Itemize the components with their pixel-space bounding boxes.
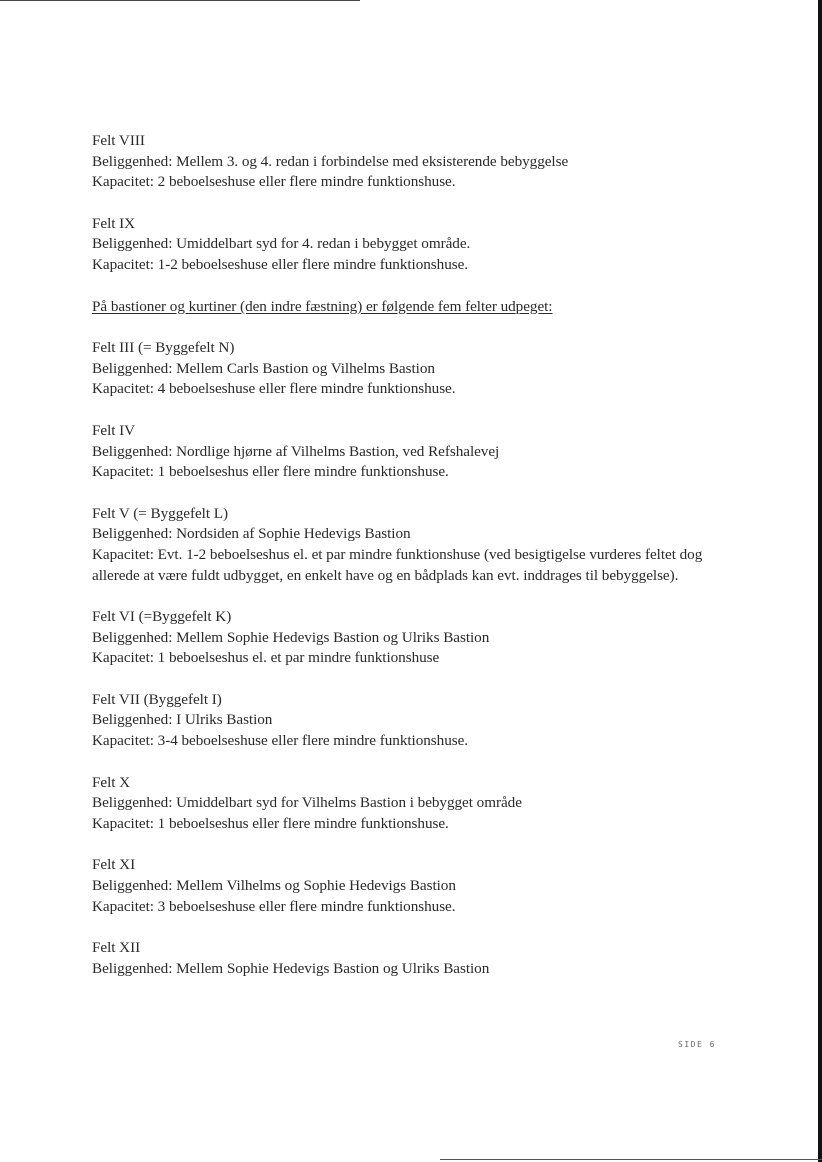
field-capacity: Kapacitet: 3 beboelseshuse eller flere mindre funktionshuse. (92, 897, 456, 915)
scan-edge-top (0, 0, 360, 1)
field-block-iii (92, 338, 742, 400)
field-block-v (92, 504, 742, 586)
field-title: Felt VIII (92, 132, 145, 149)
field-block-x (92, 773, 742, 835)
section-intro: På bastioner og kurtiner (den indre fæstning) er følgende fem felter udpeget: (92, 297, 553, 315)
field-title: Felt V (= Byggefelt L) (92, 504, 228, 522)
field-capacity: Kapacitet: 3-4 beboelseshuse eller flere mindre funktionshuse. (92, 732, 469, 750)
field-location: Beliggenhed: Mellem 3. og 4. redan i forbindelse med eksisterende bebyggelse (92, 152, 569, 170)
field-capacity: Kapacitet: 1 beboelseshus eller flere mindre funktionshuse. (92, 463, 449, 481)
field-capacity: Kapacitet: 2 beboelseshuse eller flere mindre funktionshuse. (92, 173, 456, 191)
field-location: Beliggenhed: I Ulriks Bastion (92, 711, 273, 729)
field-capacity: Kapacitet: Evt. 1-2 beboelseshus el. et par mindre funktionshuse (ved besigtigelse vurderes feltet dog allerede at være fuldt udbygget, en enkelt have og en bådplads kan evt. inddrages til bebyggelse). (92, 545, 703, 584)
field-block-xii (92, 938, 742, 979)
field-location: Beliggenhed: Mellem Sophie Hedevigs Bastion og Ulriks Bastion (92, 959, 490, 977)
field-title: Felt III (= Byggefelt N) (92, 339, 235, 357)
field-title: Felt IX (92, 214, 136, 232)
field-capacity: Kapacitet: 4 beboelseshuse eller flere mindre funktionshuse. (92, 380, 456, 398)
field-title: Felt IV (92, 421, 136, 439)
field-capacity: Kapacitet: 1 beboelseshus el. et par mindre funktionshuse (92, 649, 440, 667)
field-block-xi (92, 855, 742, 917)
field-title: Felt XII (92, 939, 141, 957)
field-title: Felt X (92, 773, 131, 791)
field-title: Felt VI (=Byggefelt K) (92, 608, 232, 626)
document-body (92, 131, 742, 1000)
field-title: Felt VII (Byggefelt I) (92, 690, 222, 708)
scan-edge-bottom (440, 1159, 822, 1160)
field-block-vii (92, 690, 742, 752)
field-location: Beliggenhed: Nordsiden af Sophie Hedevigs Bastion (92, 525, 411, 543)
field-block-iv (92, 421, 742, 483)
field-block-vi (92, 607, 742, 669)
scan-edge-right (818, 0, 822, 1162)
field-location: Beliggenhed: Mellem Carls Bastion og Vilhelms Bastion (92, 359, 435, 377)
field-location: Beliggenhed: Umiddelbart syd for 4. redan i bebygget område. (92, 235, 471, 253)
page-number: SIDE 6 (678, 1040, 716, 1049)
field-capacity: Kapacitet: 1-2 beboelseshuse eller flere mindre funktionshuse. (92, 255, 469, 273)
field-block-viii (92, 131, 742, 193)
field-location: Beliggenhed: Mellem Vilhelms og Sophie Hedevigs Bastion (92, 877, 456, 895)
field-block-ix (92, 214, 742, 276)
field-location: Beliggenhed: Nordlige hjørne af Vilhelms Bastion, ved Refshalevej (92, 442, 500, 460)
field-location: Beliggenhed: Mellem Sophie Hedevigs Bastion og Ulriks Bastion (92, 628, 490, 646)
field-capacity: Kapacitet: 1 beboelseshus eller flere mindre funktionshuse. (92, 814, 449, 832)
field-title: Felt XI (92, 856, 136, 874)
field-location: Beliggenhed: Umiddelbart syd for Vilhelms Bastion i bebygget område (92, 794, 522, 812)
